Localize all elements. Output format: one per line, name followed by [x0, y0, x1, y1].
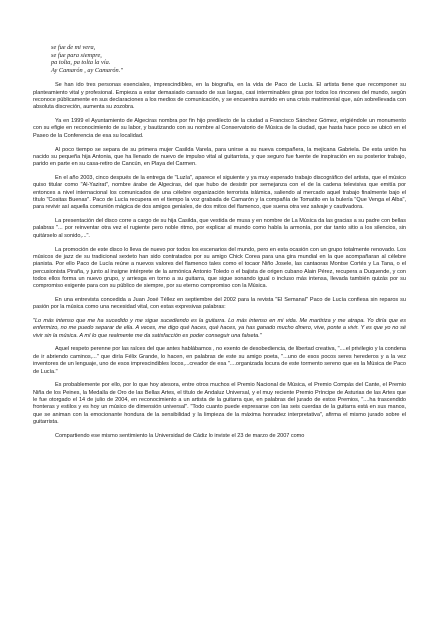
paragraph: Ya en 1999 el Ayuntamiento de Algeciras nombra por fin hijo predilecto de la ciudad a Francisco Sánchez Gómez, erigiéndole un monumento con su efigie en reconocimiento de su labor, y bautizando con su nombre al Conservatorio de Música de la ciudad, que hasta hace poco se ubicó en el Paseo de la Conferencia de esa su localidad. — [33, 118, 406, 139]
poem-line: se fue para siempre, — [51, 51, 102, 59]
poem-line: Ay Camarón , ay Camarón." — [51, 66, 123, 74]
paragraph: La promoción de este disco lo lleva de nuevo por todos los escenarios del mundo, pero en esta ocasión con un grupo totalmente renovado. Los músicos de jazz de su tradicional sexteto han sido contratados por su amigo Chick Corea para una gira mundial en la que acompañaran al célebre pianista. Por ello Paco de Lucía reúne a nuevos valores del flamenco tales como el tocaor Niño Josele, las cantaoras Montse Cortés y La Tana, o el percusionista Piraña, y junto al insigne intérprete de la armónica Antonio Toledo o el bajista de origen cubano Alain Pérez, recupera a Duquende, y con todos ellos forma un nuevo grupo, y arriesga en torno a su guitarra, que sigue sonando igual o incluso más intensa, llevada también quizás por su compromiso exigente para con su público de siempre, por su eterno compromiso con la Música. — [33, 246, 406, 290]
poem-line: pa tolta, pa tolta la vía. — [51, 59, 111, 67]
poem-line: se fue de mi vera, — [51, 44, 96, 51]
paragraph: Se han ido tres personas esenciales, imprescindibles, en la biografía, en la vida de Paco de Lucía. El artista tiene que recomponer su planteamiento vital y profesional. Empieza a estar demasiado cansado de sus largas, casi interminables giras por todos los rincones del mundo, según reconoce públicamente en sus declaraciones a los medios de comunicación, y se encuentra sumido en una crisis matrimonial que, aún sobrellevada con absoluta discreción, aumenta su zozobra. — [33, 82, 406, 111]
paragraph: En una entrevista concedida a Juan José Téllez en septiembre del 2002 para la revista "El Semanal" Paco de Lucía confiesa sin reparos su pasión por la música como una necesidad vital, con estas expresivas palabras: — [33, 296, 406, 311]
interview-quote: "Lo más intenso que me ha sucedido y me sigue sucediendo es la guitarra. Lo más intenso en mi vida. Me martiriza y me atrapa. Yo diría que es enfermizo, no me puedo separar de ella. A veces, me digo qué haces, qué haces, ya has ganado mucho dinero, vive, ponte a vivir. Y es que yo no sé vivir sin la música. A mí lo que realmente me da satisfacción es poder conseguir una falseta." — [33, 318, 406, 339]
paragraph: Compartiendo ese mismo sentimiento la Universidad de Cádiz lo inviste el 23 de marzo de 2007 como — [55, 432, 305, 439]
poem-excerpt — [51, 44, 406, 74]
paragraph: Al poco tiempo se separa de su primera mujer Casilda Varela, para unirse a su nueva compañera, la mejicana Gabriela. De esta unión ha nacido su pequeña hija Antonia, que ha llenado de nuevo de impulso vital al guitarrista, y que seguro fue fuente de inspiración en su posterior trabajo, parido en parte en su casa-retiro de Cancún, en Playa del Carmen. — [33, 146, 406, 168]
paragraph: La presentación del disco corre a cargo de su hija Casilda, que vestida de musa y en nombre de La Música da las gracias a su padre con bellas palabras "... por reinventar otra vez el rugiente pero noble ritmo, por explicar al mundo como habla la armonía, por dar tanto sitio a los silencios, sin quitárselo al sonido,...". — [33, 218, 406, 239]
paragraph: En el año 2003, cinco después de la entrega de "Luzía", aparece el siguiente y ya muy esperado trabajo discográfico del artista, que el músico quiso titular como "Al-Yazirat", nombre árabe de Algeciras, del que hubo de desistir por semejanza con el de la cadena televisiva que emitía por entonces a nivel internacional los comunicados de una célebre organización terrorista islámica, saliendo al mercado aquel trabajo finalmente bajo el título "Cositas Buenas". Paco de Lucía recupera en el tiempo la voz grabada de Camarón y la compañía de Tomatito en la bulería "Que Venga el Alba", para revivir así aquella comunión mágica de dos amigos geniales, de dos mitos del flamenco, que suena otra vez salvaje y cautivadora. — [33, 174, 406, 211]
paragraph: Es probablemente por ello, por lo que hoy atesora, entre otros muchos el Premio Nacional de Música, el Premio Compás del Cante, el Premio Niña de los Peines, la Medalla de Oro de las Bellas Artes, el título de Andaluz Universal, y el muy reciente Premio Príncipe de Asturias de las Artes que le fue otorgado el 14 de julio de 2004, en reconocimiento a un artista de la guitarra que, en palabras del jurado de estos Premios, "....ha trascendido fronteras y estilos y es hoy un músico de dimensión universal". "Todo cuanto puede expresarse con las seis cuerdas de la guitarra está en sus manos, que se animan con la emocionante hondura de la sensibilidad y la limpieza de la máxima honradez interpretativa", afirma el mismo jurado sobre el guitarrista. — [33, 382, 406, 425]
paragraph: Aquel respeto perenne por las raíces del que antes hablábamos , no exento de desobediencia, de libertad creativa, "....el privilegio y la condena de ir abriendo caminos,..." que diría Félix Grande, lo hacen, en palabras de este su amigo poeta, "...uno de esos pocos seres herederos y a la vez inventores de un lenguaje, uno de esos imprescindibles locos,...creador de esa "....organizada locura de este tormento sereno que es la Música de Paco de Lucía." — [33, 346, 406, 375]
